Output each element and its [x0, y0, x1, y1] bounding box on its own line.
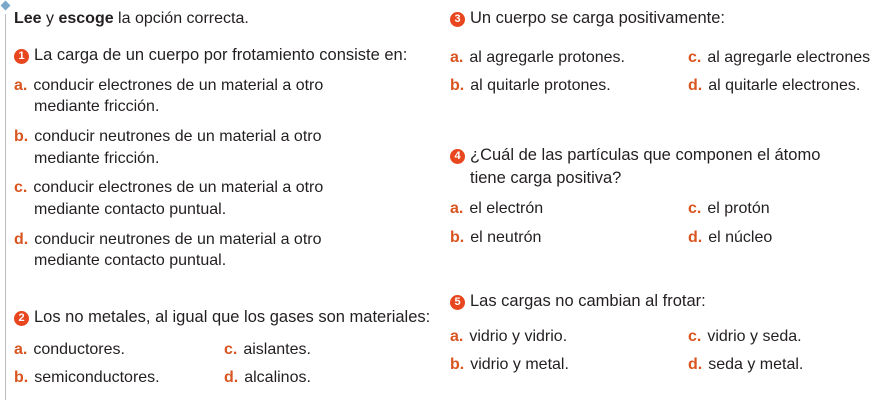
- q2-option-c[interactable]: c. aislantes.: [224, 341, 311, 358]
- q5-option-b[interactable]: b. vidrio y metal.: [450, 356, 569, 373]
- q1-option-a[interactable]: a. conducir electrones de un material a otro: [14, 77, 324, 94]
- question-5: [450, 292, 706, 311]
- q5-option-d[interactable]: d. seda y metal.: [688, 356, 804, 373]
- question-2: [14, 308, 430, 327]
- q1-option-d-cont: mediante contacto puntual.: [34, 252, 227, 269]
- q4-option-c[interactable]: c. el protón: [688, 200, 770, 217]
- q4-option-a[interactable]: a. el electrón: [450, 200, 544, 217]
- q3-option-d[interactable]: d. al quitarle electrones.: [688, 77, 861, 94]
- question-3: [450, 9, 725, 28]
- q2-option-d[interactable]: d. alcalinos.: [224, 369, 311, 386]
- question-4: [450, 146, 820, 165]
- q1-option-c[interactable]: c. conducir electrones de un material a otro: [14, 179, 324, 196]
- question-number-badge: 2: [14, 311, 29, 326]
- question-number-badge: 3: [450, 12, 465, 27]
- question-number-badge: 4: [450, 149, 465, 164]
- q1-option-d[interactable]: d. conducir neutrones de un material a otro: [14, 231, 322, 248]
- question-text: Un cuerpo se carga positivamente:: [470, 9, 725, 27]
- q1-option-b[interactable]: b. conducir neutrones de un material a otro: [14, 128, 322, 145]
- q1-option-a-cont: mediante fricción.: [34, 98, 160, 115]
- question-text: ¿Cuál de las partículas que componen el átomo: [470, 146, 821, 164]
- instruction: Lee y escoge la opción correcta.: [14, 10, 249, 27]
- margin-marker: [1, 1, 11, 11]
- q1-option-b-cont: mediante fricción.: [34, 150, 160, 167]
- question-text: La carga de un cuerpo por frotamiento consiste en:: [34, 46, 408, 64]
- question-number-badge: 5: [450, 295, 465, 310]
- q5-option-c[interactable]: c. vidrio y seda.: [688, 328, 802, 345]
- question-text: Los no metales, al igual que los gases son materiales:: [34, 308, 431, 326]
- margin-line: [5, 14, 6, 400]
- q3-option-b[interactable]: b. al quitarle protones.: [450, 77, 611, 94]
- q5-option-a[interactable]: a. vidrio y vidrio.: [450, 328, 568, 345]
- q1-option-c-cont: mediante contacto puntual.: [34, 201, 227, 218]
- question-1: [14, 46, 407, 65]
- q3-option-a[interactable]: a. al agregarle protones.: [450, 49, 625, 66]
- q4-option-b[interactable]: b. el neutrón: [450, 229, 542, 246]
- question-number-badge: 1: [14, 49, 29, 64]
- q2-option-b[interactable]: b. semiconductores.: [14, 369, 160, 386]
- q3-option-c[interactable]: c. al agregarle electrones: [688, 49, 871, 66]
- q4-option-d[interactable]: d. el núcleo: [688, 229, 773, 246]
- q2-option-a[interactable]: a. conductores.: [14, 341, 125, 358]
- question-text: Las cargas no cambian al frotar:: [470, 292, 706, 310]
- question-4-cont: tiene carga positiva?: [470, 169, 622, 187]
